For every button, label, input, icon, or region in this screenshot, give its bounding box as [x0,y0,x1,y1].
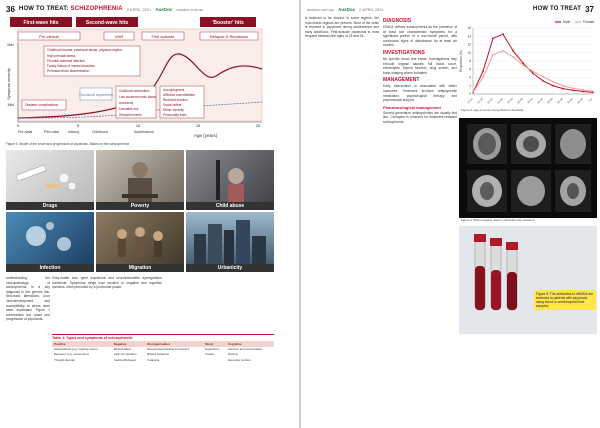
x-tick-20: 20 [256,124,260,128]
urbanicity-caption: Urbanicity [186,264,274,272]
pharmacological-heading: Pharmacological management [383,104,441,110]
table-header: Mood [203,341,226,347]
data-point-male [572,89,574,91]
child-abuse-caption: Child abuse [186,202,274,210]
phase-perinatal: Peri-natal [44,130,59,134]
x-tick-label: 45-49 [536,97,544,105]
data-point-female [552,81,554,83]
table-row [52,358,274,363]
left-page-number: 36 [6,4,15,14]
right-running-title: HOW TO TREAT [532,6,582,12]
left-brand: AusDoc [155,6,173,12]
risk-a-2: High prenatal stress [47,54,76,58]
y-tick-label: 10 [467,50,471,55]
table-header: Cognitive [226,341,274,347]
onset-model-svg [4,14,274,144]
infection-caption: Infection [6,264,94,272]
chart-y-label: Proportion (%) [459,50,463,72]
table-header: Positive [52,341,112,347]
age-onset-caption: Figure 3: Age of onset of psychosis in Australia [461,108,524,112]
risk-c-4: Cannabis use [119,107,139,111]
risk-d-5: Ethnic minority [163,108,184,112]
x-tick-label: 50-54 [546,97,554,105]
table-cell: Executive function [228,357,251,362]
risk-c-3: Urbanicity [119,101,134,105]
data-point-female [582,89,584,91]
x-tick-label: 35-39 [516,97,524,105]
right-body-column-1: is believed to be shared. In some regions, the Indo-dravid regions are present. Most of the brain is involved in psychosis during adolescence and early adulthood. First-episode psychosis is most frequent between the ages of 15 and 25. [305,16,379,39]
y-tick-label: 14 [467,34,471,39]
right-page [301,0,600,428]
risk-a-4: Family history of mental disorders [47,64,95,68]
x-tick-15: 15 [196,124,200,128]
brain-scan-illustration [459,118,597,218]
table-cell: Delusions (e.g. persecutory) [54,352,89,357]
left-body-column-2: Grey-matter loss, gene expression and neurotransmitter dysregulation contribute. Symptoms range from positive to negative and cognitive domains, often preceded by a prodromal phase. [52,276,162,290]
infection-illustration [6,212,94,272]
risk-d-1: Unemployment [163,88,185,92]
series-line-male [473,34,593,93]
risk-b-1: Obstetric complications [25,103,58,107]
x-tick-label: 55-59 [556,97,564,105]
data-point-male [552,85,554,87]
y-tick-label: 12 [467,42,471,47]
phase-infancy: Infancy [68,130,80,134]
data-point-male [512,50,514,52]
table-cell: Catatonia [147,357,160,362]
risk-c-5: Stressful events [119,113,142,117]
x-tick-label: 60-64 [566,97,574,105]
x-tick-label: 70+ [588,97,594,103]
risk-a-1: Childhood trauma, emotional abuse, physical neglect [47,48,122,52]
table-cell: Social withdrawal [113,357,136,362]
table-cell: Memory [228,352,239,357]
x-tick-5: 5 [77,124,79,128]
phase-prenatal: Pre-natal [18,130,33,134]
data-point-female [472,91,474,93]
child-abuse-photo [186,150,274,210]
antibody-callout: Figure 5: The antibodies to aNMDA are reviewed in patients with psychosis using blood or cerebrospinal fluid samples. [534,290,596,310]
risk-d-4: Social defeat [163,103,182,107]
left-running-head [6,4,203,14]
table-cell: Depression [205,347,220,351]
y-tick-label: 0 [469,92,471,96]
x-tick-10: 10 [136,124,140,128]
stage-label-4: Relapse & Remission [209,34,249,39]
data-point-male [542,80,544,82]
y-mid-label: Mild [7,103,14,107]
symptom-table [52,334,274,362]
brain-scan-caption: Figure 4: Brain imaging used in schizophrenia research [461,218,535,222]
data-point-female [562,85,564,87]
stage-label-1: Pre-clinical [39,34,59,39]
x-tick-label: 40-44 [526,97,534,105]
hit-label-3: 'Booster' hits [212,20,244,26]
blood-vial-illustration [459,226,597,334]
left-brand-url: ausdoc.com.au [176,6,204,12]
data-point-female [572,87,574,89]
x-tick-label: 20-24 [486,97,494,105]
y-axis-label: Symptom severity [6,68,11,100]
y-tick-label: 6 [469,67,471,72]
table-cell: Attention and concentration [228,347,263,351]
right-body-column-2: DIAGNOSIS DSM-5 defines schizophrenia as the presence of at least two characteristic symptoms for a significant portion of a one-month period, with continuous signs of disturbance for at least six months. INVESTIGATIONS No specific blood test exists. Investigations help exclude organic causes: full blood count, electrolytes, thyroid function, drug screen, and brain imaging where indicated. MANAGEMENT Early intervention is associated with better outcomes. Treatment involves antipsychotic medication, psychological therapy and psychosocial support. Pharmacological management Second-generation antipsychotics are usually first line. Clozapine is reserved for treatment-resistant schizophrenia. [383,18,457,124]
left-page [0,0,299,428]
y-top-label: Max [7,43,14,47]
data-point-female [542,76,544,78]
y-tick-label: 16 [467,26,471,30]
x-tick-label: 10-14 [466,97,474,105]
data-point-female [502,50,504,52]
right-brand-url: ausdoc.com.au [307,6,335,12]
investigations-heading: INVESTIGATIONS [383,49,425,56]
data-point-female [512,56,514,58]
x-tick-0: 0 [17,124,19,128]
x-axis-label: Age (years) [194,133,218,138]
table-header: Negative [112,341,145,347]
risk-d-3: Reduced function [163,98,188,102]
risk-a-5: Perinatal ethnic discrimination [47,69,90,73]
infection-photo [6,212,94,272]
migration-illustration [96,212,184,272]
table-cell: Lack of motivation [113,352,137,357]
poverty-illustration [96,150,184,210]
x-tick-label: 65-69 [576,97,584,105]
hit-label-1: First-wave hits [23,20,59,26]
left-running-title: HOW TO TREAT: SCHIZOPHRENIA [18,6,123,12]
table-cell: Disorganised thinking and speech [147,347,190,351]
vial-group [474,234,518,310]
data-point-male [582,91,584,93]
data-point-female [482,77,484,79]
right-brand: AusDoc [338,6,356,12]
urbanicity-photo [186,212,274,272]
x-tick-label: 25-29 [496,97,504,105]
y-tick-label: 2 [469,83,471,88]
right-meta [307,4,384,14]
x-tick-label: 15-19 [476,97,484,105]
risk-factor-photo-grid [6,150,274,272]
legend-label-female: Female [583,20,595,25]
data-point-female [492,54,494,56]
age-onset-chart-svg [459,14,597,110]
symptom-table-grid [52,341,274,363]
poverty-caption: Poverty [96,202,184,210]
brain-scan-photo [459,118,597,218]
table-cell: Anxiety [205,352,215,357]
data-point-female [522,64,524,66]
right-page-number: 37 [585,4,594,14]
data-point-male [502,33,504,35]
onset-model-figure [4,14,274,144]
functional-label: Functional impairment [79,93,113,97]
risk-c-2: Low socioeconomic status [119,95,157,99]
risk-a-3: Prenatal maternal infection [47,59,85,63]
migration-caption: Migration [96,264,184,272]
stage-label-2: UHR [114,34,124,39]
table-header: Disorganisation [145,341,203,347]
management-heading: MANAGEMENT [383,77,420,84]
risk-c-1: Childhood adversities [119,89,150,93]
table-cell: Thought disorder [54,357,76,362]
age-onset-chart [459,14,597,110]
data-point-male [482,70,484,72]
diagnosis-heading: DIAGNOSIS [383,18,412,24]
data-point-female [592,90,594,92]
data-point-male [522,62,524,64]
table-title: Table 1: Types and symptoms of schizophrenia [52,336,133,340]
right-running-head [533,4,594,14]
data-point-male [562,88,564,90]
drugs-caption: Drugs [6,202,94,210]
data-point-female [532,70,534,72]
phase-adolescence: Adolescence [134,130,155,134]
hit-label-2: Second-wave hits [85,20,129,26]
left-body-column-1: understanding the neuropathology of schizophrenia in a key diagnosis is the genetic risk. Structural alterations, poor neurodevelopment and susceptibility to stress have been implicated. Figure 1 summarises the onset and progression of psychosis. [6,276,50,322]
urbanicity-illustration [186,212,274,272]
data-point-male [532,72,534,74]
stage-label-3: First episode [151,34,175,39]
y-tick-label: 8 [469,59,471,63]
risk-d-6: Personality traits [163,113,187,117]
left-date: 2 APRIL 2021 [126,6,152,12]
table-cell: Blunted affect [113,347,131,351]
onset-figure-caption: Figure 1: Model of the onset and progression of psychosis. Based on the schizophrenia [6,142,129,146]
drugs-photo [6,150,94,210]
migration-photo [96,212,184,272]
right-date: 2 APRIL 2021 [359,6,384,12]
phase-childhood: Childhood [92,130,108,134]
drugs-illustration [6,150,94,210]
legend-label-male: Male [563,20,571,25]
data-point-male [492,37,494,39]
blood-vial-photo [459,226,597,334]
poverty-photo [96,150,184,210]
table-cell [203,358,226,363]
table-cell: Hallucinations (e.g. hearing voices) [54,347,98,351]
x-tick-label: 30-34 [506,97,514,105]
table-cell: Bizarre behaviour [147,352,170,357]
y-tick-label: 4 [469,75,471,80]
child-abuse-illustration [186,150,274,210]
risk-d-2: Affective comorbidities [163,93,195,97]
